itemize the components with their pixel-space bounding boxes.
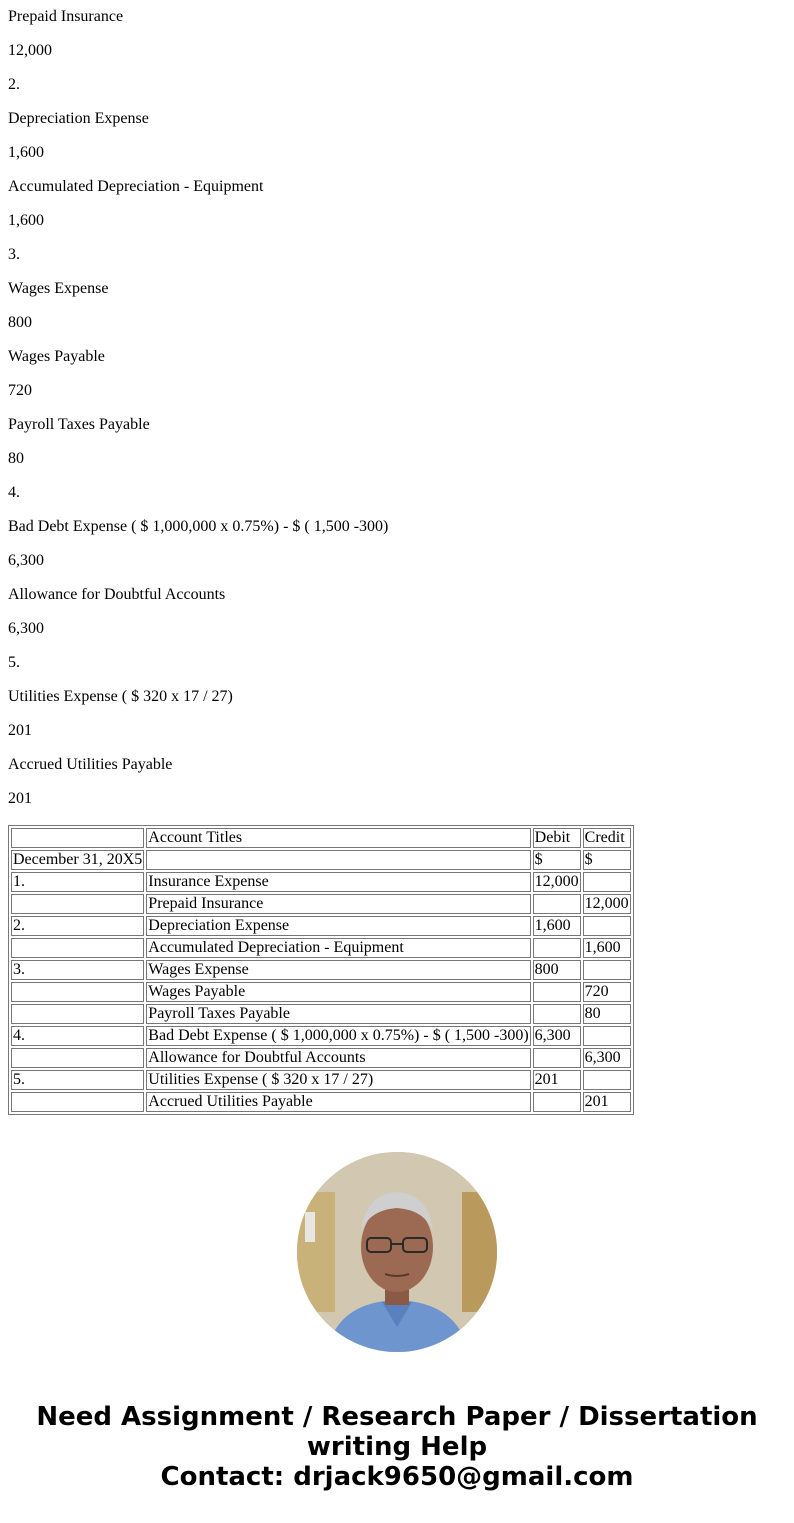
cell-debit (533, 982, 581, 1002)
paragraph: 6,300 (8, 552, 44, 569)
paragraph: Utilities Expense ( $ 320 x 17 / 27) (8, 688, 233, 705)
cell-account: Bad Debt Expense ( $ 1,000,000 x 0.75%) - $ ( 1,500 -300) (148, 1027, 529, 1044)
table-row (11, 1026, 631, 1046)
header-cell-credit: Credit (583, 828, 631, 848)
paragraph: 201 (8, 790, 32, 807)
table-row (11, 850, 631, 870)
paragraph: Bad Debt Expense ( $ 1,000,000 x 0.75%) - $ ( 1,500 -300) (8, 518, 389, 535)
paragraph: 2. (8, 76, 20, 93)
cell-debit: 800 (533, 960, 581, 980)
paragraph: 800 (8, 314, 32, 331)
cell-account: Depreciation Expense (146, 916, 530, 936)
cell-credit: 6,300 (583, 1048, 631, 1068)
cell-account: Insurance Expense (146, 872, 530, 892)
cell-date: 4. (11, 1026, 144, 1046)
header-cell-date (11, 828, 144, 848)
paragraph: Payroll Taxes Payable (8, 416, 150, 433)
table-row (11, 1048, 631, 1068)
cell-account: Wages Expense (146, 960, 530, 980)
table-row (11, 960, 631, 980)
paragraph: Allowance for Doubtful Accounts (8, 586, 226, 603)
cell-date (11, 1048, 144, 1068)
cell-account: Prepaid Insurance (146, 894, 530, 914)
cell-credit: 720 (583, 982, 631, 1002)
paragraph: Wages Payable (8, 348, 105, 365)
cell-debit (533, 1004, 581, 1024)
paragraph: Prepaid Insurance (8, 8, 124, 25)
cell-credit: 80 (583, 1004, 631, 1024)
cell-account: Wages Payable (146, 982, 530, 1002)
cell-credit (583, 1026, 631, 1046)
paragraph: 6,300 (8, 620, 44, 637)
cell-date (11, 938, 144, 958)
paragraph: Wages Expense (8, 280, 109, 297)
paragraph: 3. (8, 246, 20, 263)
paragraph: 80 (8, 450, 24, 467)
promo-line-2: writing Help (306, 1432, 488, 1462)
table-row (11, 938, 631, 958)
paragraph: 12,000 (8, 42, 52, 59)
cell-debit (533, 938, 581, 958)
table-header-row (11, 828, 631, 848)
paragraph: 720 (8, 382, 32, 399)
promo-line-1: Need Assignment / Research Paper / Dissertation (36, 1402, 758, 1432)
cell-date: 5. (11, 1070, 144, 1090)
cell-account: Allowance for Doubtful Accounts (146, 1048, 530, 1068)
table-row (11, 894, 631, 914)
paragraph: 201 (8, 722, 32, 739)
promo-contact: Contact: drjack9650@gmail.com (160, 1462, 634, 1492)
cell-date: 2. (11, 916, 144, 936)
cell-debit (533, 894, 581, 914)
header-cell-debit: Debit (533, 828, 581, 848)
cell-debit: $ (533, 850, 581, 870)
table-row (11, 916, 631, 936)
header-cell-account-titles: Account Titles (146, 828, 530, 848)
table-row (11, 1092, 631, 1112)
cell-account: Utilities Expense ( $ 320 x 17 / 27) (146, 1070, 530, 1090)
paragraph: Accrued Utilities Payable (8, 756, 173, 773)
paragraph-list (8, 0, 786, 816)
cell-account (146, 850, 530, 870)
paragraph: Accumulated Depreciation - Equipment (8, 178, 264, 195)
cell-credit: $ (583, 850, 631, 870)
paragraph: 1,600 (8, 212, 44, 229)
table-row (11, 982, 631, 1002)
table-row (11, 1070, 631, 1090)
table-row (11, 872, 631, 892)
cell-date: December 31, 20X5 (13, 851, 143, 868)
promo-banner (0, 1402, 794, 1492)
cell-debit: 12,000 (534, 873, 579, 890)
cell-debit (533, 1092, 581, 1112)
cell-debit: 6,300 (533, 1026, 581, 1046)
author-photo (297, 1152, 497, 1352)
paragraph: Depreciation Expense (8, 110, 149, 127)
cell-account: Accrued Utilities Payable (146, 1092, 530, 1112)
author-portrait-image (297, 1152, 497, 1352)
paragraph: 4. (8, 484, 20, 501)
cell-credit: 201 (583, 1092, 631, 1112)
cell-credit: 1,600 (583, 938, 631, 958)
journal-entry-table (8, 825, 634, 1115)
cell-credit (583, 916, 631, 936)
cell-account: Payroll Taxes Payable (146, 1004, 530, 1024)
paragraph: 1,600 (8, 144, 44, 161)
cell-date (11, 982, 144, 1002)
cell-date (11, 894, 144, 914)
cell-credit: 12,000 (584, 895, 629, 912)
cell-account: Accumulated Depreciation - Equipment (146, 938, 530, 958)
cell-credit (583, 960, 631, 980)
cell-date (11, 1092, 144, 1112)
paragraph: 5. (8, 654, 20, 671)
cell-debit: 201 (533, 1070, 581, 1090)
cell-credit (583, 1070, 631, 1090)
cell-date: 3. (11, 960, 144, 980)
cell-date (11, 1004, 144, 1024)
cell-debit (533, 1048, 581, 1068)
cell-debit: 1,600 (533, 916, 581, 936)
cell-date: 1. (11, 872, 144, 892)
cell-credit (583, 872, 631, 892)
table-row (11, 1004, 631, 1024)
